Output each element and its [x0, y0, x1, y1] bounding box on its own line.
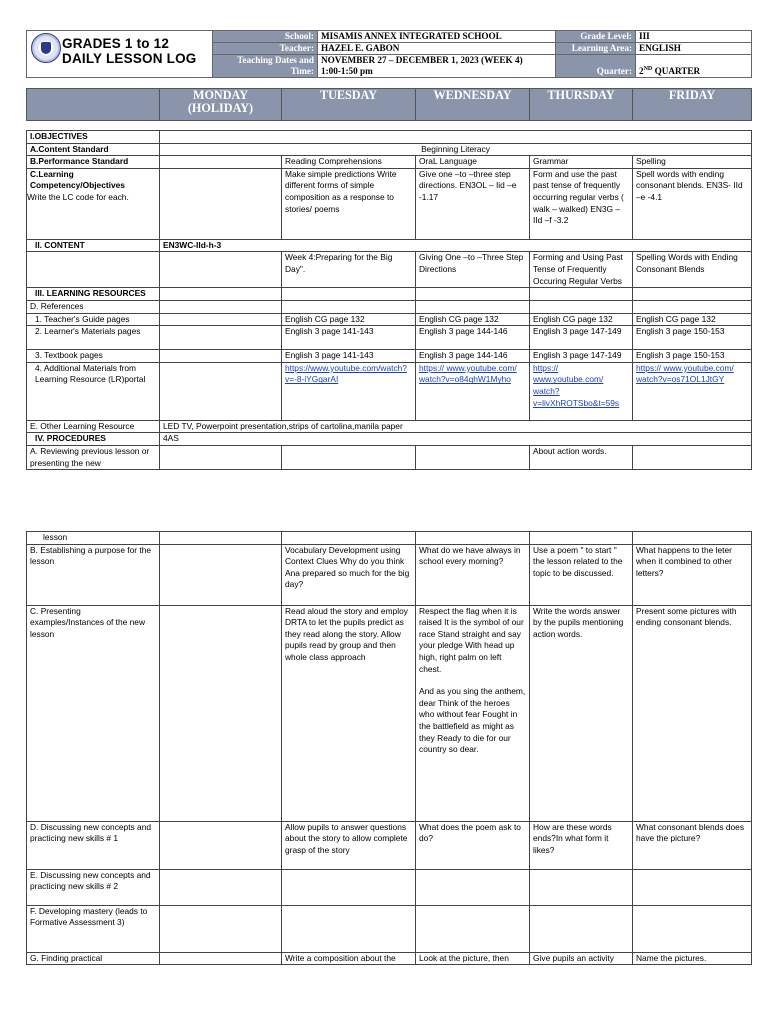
table-cell [633, 532, 752, 545]
table-cell: Present some pictures with ending consonant blends. [633, 605, 752, 821]
table-cell: Form and use the past past tense of frequently occurring regular verbs ( walk – walked) EN3G –IId –f -3.2 [530, 168, 633, 239]
table-cell: English 3 page 141-143 [282, 350, 416, 363]
table-cell: What does the poem ask to do? [416, 821, 530, 869]
youtube-link[interactable]: https:// www.youtube.com/ watch?v=os71OL1JtGY [633, 362, 752, 420]
references-label: D. References [27, 300, 160, 313]
review-lesson-label: A. Reviewing previous lesson or presenting the new [27, 445, 160, 469]
table-cell: English 3 page 141-143 [282, 326, 416, 350]
table-cell [416, 532, 530, 545]
table-cell: English 3 page 147-149 [530, 350, 633, 363]
table-cell: Reading Comprehensions [282, 156, 416, 169]
day-header-table [26, 88, 752, 121]
table-cell: English 3 page 150-153 [633, 326, 752, 350]
day-header-blank [27, 89, 160, 121]
table-cell [416, 445, 530, 469]
table-cell: English 3 page 144-146 [416, 350, 530, 363]
table-cell [160, 362, 282, 420]
table-cell: Week 4:Preparing for the Big Day". [282, 252, 416, 288]
other-resources-label: E. Other Learning Resource [27, 420, 160, 433]
table-cell [530, 869, 633, 905]
table-cell: Spelling [633, 156, 752, 169]
table-cell: Look at the picture, then [416, 952, 530, 965]
resources-heading: III. LEARNING RESOURCES [27, 288, 160, 301]
youtube-link[interactable]: https://www.youtube.com/watch?v=-8-iYGqarAI [282, 362, 416, 420]
developing-mastery-label: F. Developing mastery (leads to Formative Assessment 3) [27, 905, 160, 952]
table-cell [633, 288, 752, 301]
table-cell: Spelling Words with Ending Consonant Blends [633, 252, 752, 288]
page-title: GRADES 1 to 12 DAILY LESSON LOG [62, 36, 197, 66]
table-cell [282, 905, 416, 952]
table-cell [416, 869, 530, 905]
header-table [26, 30, 752, 78]
table-cell: Vocabulary Development using Context Clues Why do you think Ana prepared so much for the big day? [282, 544, 416, 605]
table-cell: English 3 page 147-149 [530, 326, 633, 350]
table-cell: English CG page 132 [282, 313, 416, 326]
table-cell: Forming and Using Past Tense of Frequently Occuring Regular Verbs [530, 252, 633, 288]
content-standard-label: A.Content Standard [27, 143, 160, 156]
table-cell [282, 445, 416, 469]
grade-label: Grade Level: [556, 31, 636, 43]
textbook-label: 3. Textbook pages [27, 350, 160, 363]
table-cell [160, 905, 282, 952]
table-cell: Give one –to –three step directions. EN3OL – Iid –e -1.17 [416, 168, 530, 239]
table-cell [160, 544, 282, 605]
header-title-cell [27, 31, 213, 78]
table-cell [160, 300, 282, 313]
table-cell: English CG page 132 [416, 313, 530, 326]
teacher-value: HAZEL E. GABON [318, 43, 556, 55]
table-cell [416, 288, 530, 301]
youtube-link[interactable]: https:// www.youtube.com/ watch?v=o84qhW1Myho [416, 362, 530, 420]
table-cell [530, 300, 633, 313]
day-tuesday: TUESDAY [282, 89, 416, 121]
other-resources-value: LED TV, Powerpoint presentation,strips of cartolina,manila paper [160, 420, 752, 433]
table-cell [530, 288, 633, 301]
table-cell [160, 288, 282, 301]
table-cell: Giving One –to –Three Step Directions [416, 252, 530, 288]
discussing-concepts-2-label: E. Discussing new concepts and practicing new skills # 2 [27, 869, 160, 905]
procedures-heading: IV. PROCEDURES [27, 433, 160, 446]
table-cell: What happens to the leter when it combined to other letters? [633, 544, 752, 605]
table-cell: Make simple predictions Write different forms of simple composition as a response to stories/ poems [282, 168, 416, 239]
table-cell [282, 288, 416, 301]
lesson-table-part2 [26, 531, 752, 965]
table-cell [633, 905, 752, 952]
dates-value: NOVEMBER 27 – DECEMBER 1, 2023 (WEEK 4) 1:00-1:50 pm [318, 55, 556, 78]
table-cell [27, 252, 160, 288]
dates-label: Teaching Dates and Time: [213, 55, 318, 78]
table-cell: OraL Language [416, 156, 530, 169]
table-cell: Spell words with ending consonant blends. EN3S- IId –e -4.1 [633, 168, 752, 239]
table-cell: English CG page 132 [530, 313, 633, 326]
performance-standard-label: B.Performance Standard [27, 156, 160, 169]
content-code: EN3WC-IId-h-3 [160, 239, 752, 252]
table-cell [160, 313, 282, 326]
table-cell: Give pupils an activity [530, 952, 633, 965]
flag-poem-stanza-2: And as you sing the anthem, dear Think of the heroes who without fear Fought in the battlefield as might as they Ready to die for our country so dear. [419, 686, 526, 755]
table-cell: English 3 page 144-146 [416, 326, 530, 350]
table-cell [633, 869, 752, 905]
review-lesson-label-cont: lesson [27, 532, 160, 545]
day-friday: FRIDAY [633, 89, 752, 121]
table-cell [416, 905, 530, 952]
table-cell [282, 300, 416, 313]
area-label: Learning Area: [556, 43, 636, 55]
quarter-value: 2ND QUARTER [636, 55, 752, 78]
table-cell [160, 532, 282, 545]
table-cell [160, 952, 282, 965]
flag-poem-stanza-1: Respect the flag when it is raised It is the symbol of our race Stand straight and say your pledge With head up high, right palm on left chest. [419, 605, 524, 674]
procedures-method: 4AS [160, 433, 752, 446]
purpose-label: B. Establishing a purpose for the lesson [27, 544, 160, 605]
day-thursday: THURSDAY [530, 89, 633, 121]
deped-seal-icon [31, 33, 61, 63]
table-cell [160, 605, 282, 821]
table-cell: What consonant blends does have the picture? [633, 821, 752, 869]
content-standard-value: Beginning Literacy [160, 143, 752, 156]
table-cell [282, 869, 416, 905]
teachers-guide-label: 1. Teacher's Guide pages [27, 313, 160, 326]
table-cell: Use a poem " to start " the lesson related to the topic to be discussed. [530, 544, 633, 605]
lesson-table-part1 [26, 130, 752, 470]
learners-materials-label: 2. Learner's Materials pages [27, 326, 160, 350]
presenting-examples-label: C. Presenting examples/Instances of the new lesson [27, 605, 160, 821]
table-cell: Write the words answer by the pupils mentioning action words. [530, 605, 633, 821]
table-cell [160, 168, 282, 239]
table-cell: Write a composition about the [282, 952, 416, 965]
table-cell [160, 252, 282, 288]
day-wednesday: WEDNESDAY [416, 89, 530, 121]
table-cell: How are these words ends?In what form it likes? [530, 821, 633, 869]
finding-practical-label: G. Finding practical [27, 952, 160, 965]
school-value: MISAMIS ANNEX INTEGRATED SCHOOL [318, 31, 556, 43]
table-cell [160, 821, 282, 869]
table-cell [416, 300, 530, 313]
objectives-blank [160, 131, 752, 144]
table-cell [160, 350, 282, 363]
table-cell: Grammar [530, 156, 633, 169]
table-cell [633, 445, 752, 469]
table-cell: About action words. [530, 445, 633, 469]
objectives-heading: I.OBJECTIVES [27, 131, 160, 144]
table-cell [282, 532, 416, 545]
school-label: School: [213, 31, 318, 43]
youtube-link[interactable]: https:// www.youtube.com/ watch? v=livXhROTSbo&t=59s [530, 362, 633, 420]
table-cell [530, 532, 633, 545]
table-cell: What do we have always in school every morning? [416, 544, 530, 605]
grade-value: III [636, 31, 752, 43]
day-monday: MONDAY (HOLIDAY) [160, 89, 282, 121]
content-heading: II. CONTENT [27, 239, 160, 252]
table-cell: Name the pictures. [633, 952, 752, 965]
table-cell [160, 869, 282, 905]
additional-materials-label: 4. Additional Materials from Learning Resource (LR)portal [27, 362, 160, 420]
table-cell: English 3 page 150-153 [633, 350, 752, 363]
area-value: ENGLISH [636, 43, 752, 55]
quarter-label: Quarter: [556, 55, 636, 78]
table-cell [416, 605, 530, 821]
table-cell [160, 156, 282, 169]
table-cell [633, 300, 752, 313]
discussing-concepts-1-label: D. Discussing new concepts and practicing new skills # 1 [27, 821, 160, 869]
table-cell: Allow pupils to answer questions about the story to allow complete grasp of the story [282, 821, 416, 869]
table-cell: English CG page 132 [633, 313, 752, 326]
table-cell [160, 445, 282, 469]
table-cell [160, 326, 282, 350]
table-cell: Read aloud the story and employ DRTA to let the pupils predict as they read along the story. Allow pupils read by group and then whole class approach [282, 605, 416, 821]
teacher-label: Teacher: [213, 43, 318, 55]
table-cell [530, 905, 633, 952]
competency-label: C.Learning Competency/Objectives Write the LC code for each. [27, 168, 160, 239]
